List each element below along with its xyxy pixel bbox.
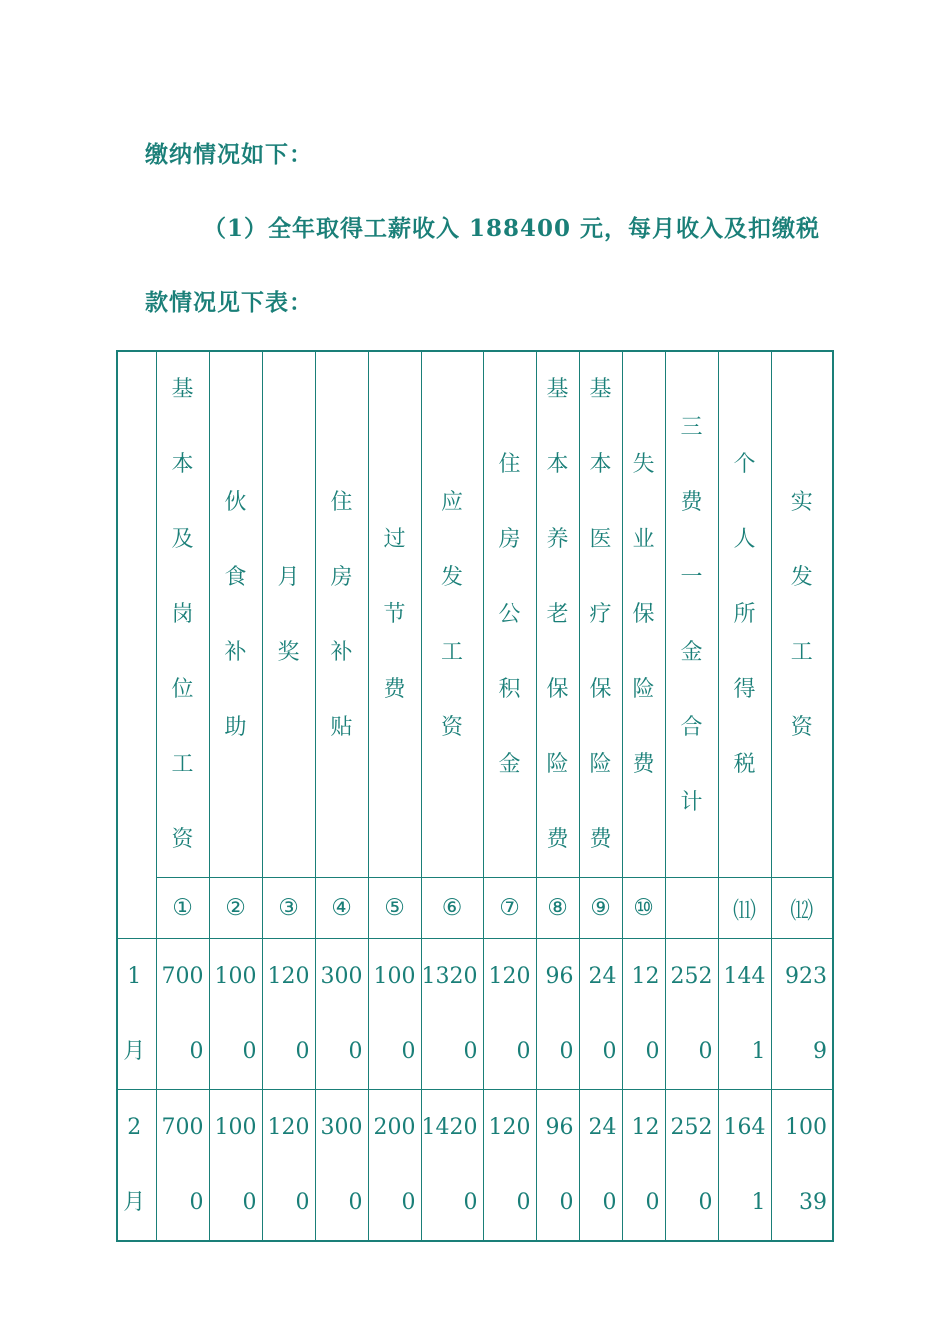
table-cell xyxy=(156,1090,209,1242)
intro-line-3: 款情况见下表： xyxy=(145,289,313,316)
table-cell-value: 960 xyxy=(545,1115,574,1215)
table-cell xyxy=(262,939,315,1090)
table-cell xyxy=(421,939,483,1090)
table-cell-value: 13200 xyxy=(421,964,478,1064)
table-cell xyxy=(315,939,368,1090)
table-cell-value: 120 xyxy=(631,964,660,1064)
column-header-label: 基本医疗保险费 xyxy=(589,377,612,852)
column-header-label: 住房公积金 xyxy=(498,452,521,777)
month-label: 1月 xyxy=(123,964,146,1064)
table-cell xyxy=(665,1090,718,1242)
month-cell xyxy=(117,939,156,1090)
column-marker: ⑤ xyxy=(368,878,421,939)
table-cell-value: 2520 xyxy=(670,964,713,1064)
table-cell xyxy=(771,939,833,1090)
header-row xyxy=(117,351,833,878)
table-cell-value: 9239 xyxy=(785,964,827,1064)
table-cell-value: 1000 xyxy=(214,1115,257,1215)
table-cell-value: 3000 xyxy=(320,1115,363,1215)
table-row xyxy=(117,1090,833,1242)
column-header-label: 基本及岗位工资 xyxy=(171,377,194,852)
column-header xyxy=(262,351,315,878)
table-cell-value: 3000 xyxy=(320,964,363,1064)
table-cell-value: 1200 xyxy=(267,964,310,1064)
table-cell xyxy=(536,1090,579,1242)
table-cell-value: 240 xyxy=(588,964,617,1064)
column-marker: ⑾ xyxy=(718,878,771,939)
table-cell-value: 1441 xyxy=(723,964,766,1064)
column-marker: ⑨ xyxy=(579,878,622,939)
table-cell xyxy=(421,1090,483,1242)
column-header xyxy=(368,351,421,878)
table-cell xyxy=(579,1090,622,1242)
month-cell xyxy=(117,1090,156,1242)
table-cell-value: 1000 xyxy=(373,964,416,1064)
table-cell-value: 7000 xyxy=(161,964,204,1064)
column-header xyxy=(483,351,536,878)
table-cell xyxy=(315,1090,368,1242)
table-cell-value: 1200 xyxy=(488,1115,531,1215)
column-header xyxy=(156,351,209,878)
table-cell xyxy=(262,1090,315,1242)
table-cell-value: 7000 xyxy=(161,1115,204,1215)
table-row xyxy=(117,939,833,1090)
salary-table-wrapper xyxy=(116,350,834,1242)
table-cell xyxy=(536,939,579,1090)
column-marker xyxy=(665,878,718,939)
table-cell xyxy=(483,1090,536,1242)
table-cell xyxy=(579,939,622,1090)
salary-table-body xyxy=(117,351,833,1241)
table-cell xyxy=(209,939,262,1090)
table-cell-value: 1641 xyxy=(723,1115,766,1215)
column-header-label: 基本养老保险费 xyxy=(546,377,569,852)
column-header xyxy=(315,351,368,878)
column-marker: ⑿ xyxy=(771,878,833,939)
table-cell-value: 10039 xyxy=(785,1115,827,1215)
column-header-label: 失业保险费 xyxy=(632,452,655,777)
table-cell xyxy=(718,939,771,1090)
table-cell xyxy=(771,1090,833,1242)
column-marker: ④ xyxy=(315,878,368,939)
table-cell xyxy=(483,939,536,1090)
table-cell xyxy=(622,1090,665,1242)
table-cell-value: 1000 xyxy=(214,964,257,1064)
table-cell-value: 240 xyxy=(588,1115,617,1215)
column-header xyxy=(209,351,262,878)
table-cell-value: 1200 xyxy=(488,964,531,1064)
month-label: 2月 xyxy=(123,1115,146,1215)
column-header xyxy=(421,351,483,878)
salary-table xyxy=(116,350,834,1242)
table-cell-value: 2000 xyxy=(373,1115,416,1215)
column-header xyxy=(771,351,833,878)
column-marker: ① xyxy=(156,878,209,939)
column-header xyxy=(579,351,622,878)
corner-cell xyxy=(117,351,156,939)
column-marker: ② xyxy=(209,878,262,939)
column-header-label: 住房补贴 xyxy=(330,489,353,740)
table-cell-value: 2520 xyxy=(670,1115,713,1215)
column-header-label: 个人所得税 xyxy=(733,452,756,777)
table-cell xyxy=(718,1090,771,1242)
column-marker: ⑩ xyxy=(622,878,665,939)
table-cell xyxy=(156,939,209,1090)
table-cell xyxy=(665,939,718,1090)
table-cell-value: 120 xyxy=(631,1115,660,1215)
table-cell xyxy=(209,1090,262,1242)
intro-line-1: 缴纳情况如下： xyxy=(145,141,313,168)
table-cell xyxy=(622,939,665,1090)
intro-line-2: （1）全年取得工薪收入 188400 元，每月收入及扣缴税 xyxy=(203,215,821,242)
column-marker: ⑦ xyxy=(483,878,536,939)
column-marker: ⑧ xyxy=(536,878,579,939)
table-cell-value: 960 xyxy=(545,964,574,1064)
table-cell-value: 1200 xyxy=(267,1115,310,1215)
column-header xyxy=(622,351,665,878)
column-header-label: 过节费 xyxy=(383,527,406,702)
column-header-label: 实发工资 xyxy=(790,489,813,740)
column-header-label: 伙食补助 xyxy=(224,489,247,740)
column-header xyxy=(536,351,579,878)
table-cell xyxy=(368,1090,421,1242)
table-cell xyxy=(368,939,421,1090)
column-header-label: 月奖 xyxy=(277,564,300,665)
table-cell-value: 14200 xyxy=(421,1115,478,1215)
marker-row xyxy=(117,878,833,939)
column-marker: ⑥ xyxy=(421,878,483,939)
column-header-label: 三费一金合计 xyxy=(680,414,703,815)
column-header xyxy=(718,351,771,878)
column-marker: ③ xyxy=(262,878,315,939)
column-header-label: 应发工资 xyxy=(440,489,463,740)
column-header xyxy=(665,351,718,878)
